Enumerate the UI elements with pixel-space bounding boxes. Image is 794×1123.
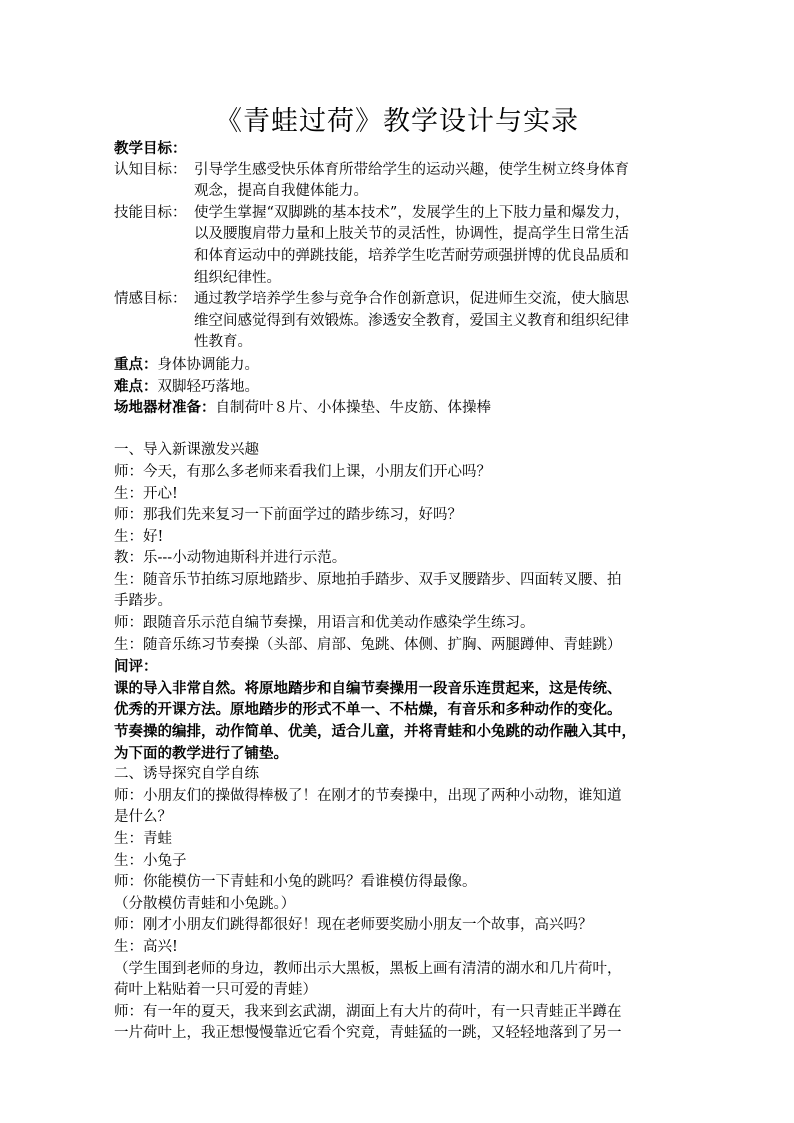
equipment [114,397,686,419]
difficulty-label: 难点： [114,377,158,395]
dialogue-line: 师：有一年的夏天，我来到玄武湖，湖面上有大片的荷叶，有一只青蛙正半蹲在 [114,1003,622,1020]
dialogue-line: 师：你能模仿一下青蛙和小兔的跳吗？看谁模仿得最像。 [114,874,477,891]
dialogue-line: 是什么？ [114,809,172,826]
comment-line: 节奏操的编排，动作简单、优美，适合儿童，并将青蛙和小兔跳的动作融入其中， [114,723,636,741]
dialogue-line: 手踏步。 [114,593,172,610]
objective-text-line: 维空间感觉得到有效锻炼。渗透安全教育，爱国主义教育和组织纪律 [194,312,629,329]
comment-label: 间评： [114,658,158,676]
document-body [114,138,686,1045]
comment-line: 优秀的开课方法。原地踏步的形式不单一、不枯燥，有音乐和多种动作的变化。 [114,701,622,719]
dialogue-line: 一片荷叶上，我正想慢慢靠近它看个究竟，青蛙猛的一跳，又轻轻地落到了另一 [114,1025,622,1042]
objective-text-line: 性教育。 [194,334,252,351]
objective-text-line: 通过教学培养学生参与竞争合作创新意识，促进师生交流，使大脑思 [194,291,629,308]
dialogue-line: 生：随音乐节拍练习原地踏步、原地拍手踏步、双手叉腰踏步、四面转叉腰、拍 [114,571,622,588]
dialogue-line: 师：今天，有那么多老师来看我们上课，小朋友们开心吗？ [114,463,491,480]
section2-heading: 二、诱导探究自学自练 [114,766,259,783]
dialogue-line: 师：跟随音乐示范自编节奏操，用语言和优美动作感染学生练习。 [114,615,535,632]
objective-skill [114,203,686,289]
key-point [114,354,686,376]
objective-text-line: 和体育运动中的弹跳技能，培养学生吃苦耐劳顽强拼博的优良品质和 [194,247,629,264]
equipment-text: 自制荷叶８片、小体操垫、牛皮筋、体操棒 [215,400,491,417]
objective-cognitive [114,160,686,203]
dialogue-line: 生：青蛙 [114,831,172,847]
objectives-heading: 教学目标： [114,140,187,157]
objective-label: 情感目标： [114,291,187,308]
dialogue-line: 荷叶上粘贴着一只可爱的青蛙） [114,982,317,999]
dialogue-line: 生：小兔子 [114,852,187,869]
objective-label: 认知目标： [114,161,187,178]
dialogue-line: 师：小朋友们的操做得棒极了！在刚才的节奏操中，出现了两种小动物，谁知道 [114,787,622,804]
dialogue-line: 师：那我们先来复习一下前面学过的踏步练习，好吗？ [114,507,462,524]
dialogue-line: （分散模仿青蛙和小兔跳。） [114,895,296,912]
dialogue-line: 生：开心! [114,485,178,502]
equipment-label: 场地器材准备： [114,399,216,417]
dialogue-line: （学生围到老师的身边，教师出示大黑板，黑板上画有清清的湖水和几片荷叶， [114,960,622,977]
dialogue-line: 师：刚才小朋友们跳得都很好！现在老师要奖励小朋友一个故事，高兴吗？ [114,917,593,934]
difficulty-text: 双脚轻巧落地。 [157,378,259,395]
dialogue-line: 生：高兴! [114,938,178,955]
objective-label: 技能目标： [114,204,187,221]
spacer [114,419,686,441]
comment-line: 为下面的教学进行了铺垫。 [114,744,288,762]
document-title: 《青蛙过荷》教学设计与实录 [215,106,579,137]
objective-text-line: 使学生掌握“双脚跳的基本技术”，发展学生的上下肢力量和爆发力， [194,204,630,221]
key-point-label: 重点： [114,355,158,373]
objective-text-line: 引导学生感受快乐体育所带给学生的运动兴趣，使学生树立终身体育 [194,161,629,178]
dialogue-line: 生：好! [114,528,164,545]
objective-text-line: 组织纪律性。 [194,269,281,286]
objective-text-line: 以及腰腹肩带力量和上肢关节的灵活性，协调性，提高学生日常生活 [194,226,629,243]
objective-emotional [114,289,686,354]
dialogue-line: 生：随音乐练习节奏操（头部、肩部、兔跳、体侧、扩胸、两腿蹲伸、青蛙跳） [114,636,622,653]
comment-line: 课的导入非常自然。将原地踏步和自编节奏操用一段音乐连贯起来，这是传统、 [114,679,622,697]
dialogue-line: 教：乐---小动物迪斯科并进行示范。 [114,550,347,567]
section1-heading: 一、导入新课激发兴趣 [114,442,259,459]
difficulty [114,376,686,398]
objective-text-line: 观念，提高自我健体能力。 [194,183,368,200]
key-point-text: 身体协调能力。 [157,356,259,373]
